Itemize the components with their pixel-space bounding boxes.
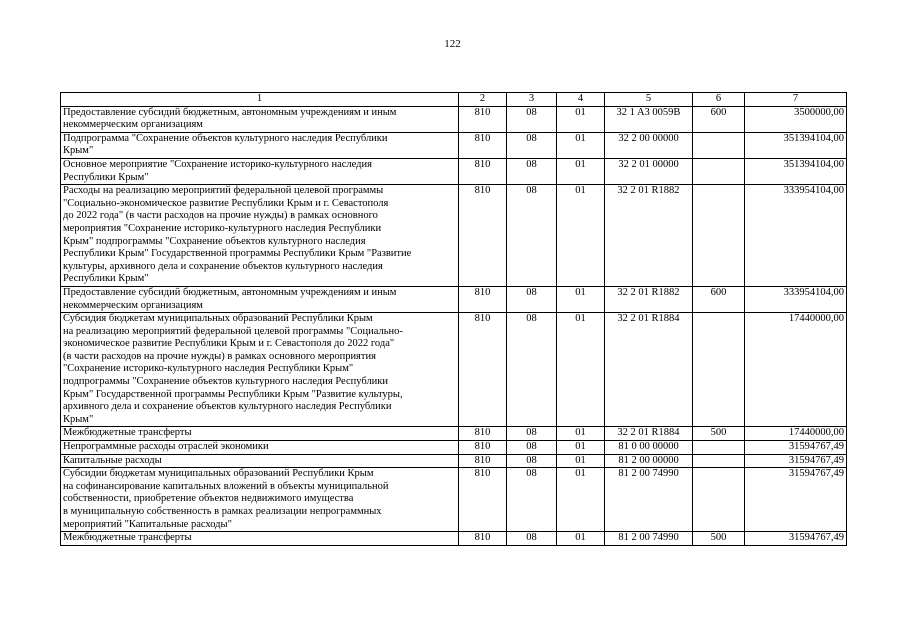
- expense-type-cell: [693, 313, 745, 427]
- subsection-code-cell: 01: [557, 532, 605, 546]
- column-header: 6: [693, 93, 745, 107]
- column-header: 4: [557, 93, 605, 107]
- ministry-code-cell: 810: [459, 286, 507, 312]
- section-code-cell: 08: [507, 106, 557, 132]
- table-row: [61, 106, 847, 132]
- expense-type-cell: [693, 185, 745, 287]
- expense-type-cell: 600: [693, 286, 745, 312]
- section-code-cell: 08: [507, 313, 557, 427]
- column-header: 5: [605, 93, 693, 107]
- column-header: 7: [745, 93, 847, 107]
- expense-name-cell: Межбюджетные трансферты: [61, 532, 459, 546]
- amount-cell: 17440000,00: [745, 313, 847, 427]
- expense-type-cell: [693, 454, 745, 468]
- subsection-code-cell: 01: [557, 427, 605, 441]
- amount-cell: 31594767,49: [745, 454, 847, 468]
- ministry-code-cell: 810: [459, 106, 507, 132]
- target-article-cell: 81 0 00 00000: [605, 441, 693, 455]
- target-article-cell: 32 2 01 R1884: [605, 427, 693, 441]
- target-article-cell: 32 2 01 R1884: [605, 313, 693, 427]
- ministry-code-cell: 810: [459, 427, 507, 441]
- ministry-code-cell: 810: [459, 532, 507, 546]
- section-code-cell: 08: [507, 468, 557, 532]
- expense-type-cell: [693, 441, 745, 455]
- table-row: [61, 441, 847, 455]
- page-number: 122: [444, 38, 461, 50]
- expense-name-cell: Межбюджетные трансферты: [61, 427, 459, 441]
- table-row: [61, 185, 847, 287]
- target-article-cell: 32 1 A3 0059B: [605, 106, 693, 132]
- subsection-code-cell: 01: [557, 454, 605, 468]
- section-code-cell: 08: [507, 532, 557, 546]
- amount-cell: 31594767,49: [745, 532, 847, 546]
- target-article-cell: 81 2 00 00000: [605, 454, 693, 468]
- column-header: 2: [459, 93, 507, 107]
- section-code-cell: 08: [507, 441, 557, 455]
- target-article-cell: 32 2 01 R1882: [605, 185, 693, 287]
- expense-type-cell: 500: [693, 532, 745, 546]
- target-article-cell: 81 2 00 74990: [605, 532, 693, 546]
- target-article-cell: 32 2 01 00000: [605, 158, 693, 184]
- ministry-code-cell: 810: [459, 132, 507, 158]
- subsection-code-cell: 01: [557, 132, 605, 158]
- subsection-code-cell: 01: [557, 441, 605, 455]
- expense-type-cell: [693, 158, 745, 184]
- section-code-cell: 08: [507, 286, 557, 312]
- subsection-code-cell: 01: [557, 158, 605, 184]
- subsection-code-cell: 01: [557, 106, 605, 132]
- target-article-cell: 81 2 00 74990: [605, 468, 693, 532]
- table-row: [61, 468, 847, 532]
- table-row: [61, 454, 847, 468]
- ministry-code-cell: 810: [459, 185, 507, 287]
- table-row: [61, 532, 847, 546]
- table-row: [61, 132, 847, 158]
- target-article-cell: 32 2 00 00000: [605, 132, 693, 158]
- amount-cell: 333954104,00: [745, 286, 847, 312]
- target-article-cell: 32 2 01 R1882: [605, 286, 693, 312]
- expense-name-cell: Предоставление субсидий бюджетным, автономным учреждениям и иным некоммерческим организациям: [61, 106, 459, 132]
- ministry-code-cell: 810: [459, 454, 507, 468]
- budget-table: [60, 92, 847, 546]
- expense-type-cell: [693, 132, 745, 158]
- table-row: [61, 286, 847, 312]
- expense-name-cell: Расходы на реализацию мероприятий федеральной целевой программы "Социально-экономическое развитие Республики Крым и г. Севастополя до 2022 года" (в части расходов на прочие нужды) в рамках основного мероприятия "Сохранение историко-культурного наследия Республики Крым" подпрограммы "Сохранение объектов культурного наследия Республики Крым" Государственной программы Республики Крым "Развитие культуры, архивного дела и сохранение объектов культурного наследия Республики Крым": [61, 185, 459, 287]
- column-header: 3: [507, 93, 557, 107]
- expense-type-cell: [693, 468, 745, 532]
- expense-name-cell: Подпрограмма "Сохранение объектов культурного наследия Республики Крым": [61, 132, 459, 158]
- table-row: [61, 313, 847, 427]
- subsection-code-cell: 01: [557, 468, 605, 532]
- table-row: [61, 158, 847, 184]
- amount-cell: 31594767,49: [745, 441, 847, 455]
- table-row: [61, 427, 847, 441]
- ministry-code-cell: 810: [459, 313, 507, 427]
- amount-cell: 351394104,00: [745, 132, 847, 158]
- expense-name-cell: Основное мероприятие "Сохранение историко-культурного наследия Республики Крым": [61, 158, 459, 184]
- section-code-cell: 08: [507, 158, 557, 184]
- expense-name-cell: Капитальные расходы: [61, 454, 459, 468]
- subsection-code-cell: 01: [557, 286, 605, 312]
- expense-type-cell: 600: [693, 106, 745, 132]
- section-code-cell: 08: [507, 185, 557, 287]
- expense-name-cell: Предоставление субсидий бюджетным, автономным учреждениям и иным некоммерческим организациям: [61, 286, 459, 312]
- amount-cell: 17440000,00: [745, 427, 847, 441]
- column-header-row: [61, 93, 847, 107]
- ministry-code-cell: 810: [459, 441, 507, 455]
- amount-cell: 333954104,00: [745, 185, 847, 287]
- ministry-code-cell: 810: [459, 158, 507, 184]
- section-code-cell: 08: [507, 132, 557, 158]
- expense-name-cell: Субсидия бюджетам муниципальных образований Республики Крым на реализацию мероприятий федеральной целевой программы "Социально- экономическое развитие Республики Крым и г. Севастополя до 2022 года" (в части расходов на прочие нужды) в рамках основного мероприятия "Сохранение историко-культурного наследия Республики Крым" подпрограммы "Сохранение объектов культурного наследия Республики Крым" Государственной программы Республики Крым "Развитие культуры, архивного дела и сохранение объектов культурного наследия Республики Крым": [61, 313, 459, 427]
- section-code-cell: 08: [507, 427, 557, 441]
- subsection-code-cell: 01: [557, 185, 605, 287]
- amount-cell: 351394104,00: [745, 158, 847, 184]
- expense-name-cell: Непрограммные расходы отраслей экономики: [61, 441, 459, 455]
- subsection-code-cell: 01: [557, 313, 605, 427]
- amount-cell: 3500000,00: [745, 106, 847, 132]
- amount-cell: 31594767,49: [745, 468, 847, 532]
- expense-type-cell: 500: [693, 427, 745, 441]
- section-code-cell: 08: [507, 454, 557, 468]
- column-header: 1: [61, 93, 459, 107]
- ministry-code-cell: 810: [459, 468, 507, 532]
- expense-name-cell: Субсидии бюджетам муниципальных образований Республики Крым на софинансирование капитальных вложений в объекты муниципальной собственности, приобретение объектов недвижимого имущества в муниципальную собственность в рамках реализации непрограммных мероприятий "Капитальные расходы": [61, 468, 459, 532]
